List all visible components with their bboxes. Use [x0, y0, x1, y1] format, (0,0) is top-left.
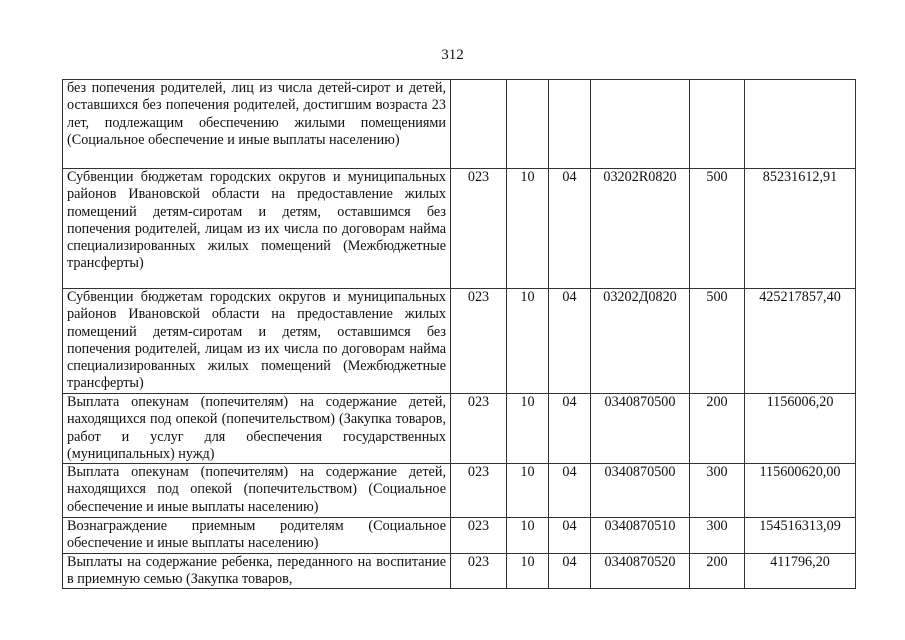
- target-article-cell: 0340870500: [591, 394, 690, 464]
- subsection-cell: 04: [549, 553, 591, 589]
- table-row: [63, 169, 856, 289]
- subsection-cell: 04: [549, 169, 591, 289]
- description-cell: Выплата опекунам (попечителям) на содержание детей, находящихся под опекой (попечительством) (Закупка товаров, работ и услуг для обеспечения государственных (муниципальных) нужд): [63, 394, 451, 464]
- target-article-cell: 0340870520: [591, 553, 690, 589]
- subsection-cell: 04: [549, 289, 591, 394]
- description-cell: Субвенции бюджетам городских округов и муниципальных районов Ивановской области на предоставление жилых помещений детям-сиротам и детям, оставшимся без попечения родителей, лицам из их числа по договорам найма специализированных жилых помещений (Межбюджетные трансферты): [63, 289, 451, 394]
- amount-cell: [745, 80, 856, 169]
- table-row: [63, 518, 856, 554]
- amount-cell: 1156006,20: [745, 394, 856, 464]
- subsection-cell: 04: [549, 464, 591, 518]
- ministry-cell: 023: [451, 169, 507, 289]
- section-cell: [507, 80, 549, 169]
- ministry-cell: 023: [451, 518, 507, 554]
- section-cell: 10: [507, 394, 549, 464]
- ministry-cell: 023: [451, 394, 507, 464]
- target-article-cell: 03202R0820: [591, 169, 690, 289]
- description-cell: Выплата опекунам (попечителям) на содержание детей, находящихся под опекой (попечительством) (Социальное обеспечение и иные выплаты населению): [63, 464, 451, 518]
- expense-type-cell: 300: [690, 464, 745, 518]
- section-cell: 10: [507, 518, 549, 554]
- table-row: [63, 80, 856, 169]
- table-row: [63, 289, 856, 394]
- ministry-cell: 023: [451, 289, 507, 394]
- page-number: 312: [441, 47, 464, 63]
- expense-type-cell: 300: [690, 518, 745, 554]
- section-cell: 10: [507, 464, 549, 518]
- description-cell: Субвенции бюджетам городских округов и муниципальных районов Ивановской области на предоставление жилых помещений детям-сиротам и детям, оставшимся без попечения родителей, лицам из их числа по договорам найма специализированных жилых помещений (Межбюджетные трансферты): [63, 169, 451, 289]
- expense-type-cell: 200: [690, 553, 745, 589]
- section-cell: 10: [507, 553, 549, 589]
- subsection-cell: 04: [549, 518, 591, 554]
- target-article-cell: 0340870510: [591, 518, 690, 554]
- target-article-cell: 0340870500: [591, 464, 690, 518]
- amount-cell: 154516313,09: [745, 518, 856, 554]
- amount-cell: 411796,20: [745, 553, 856, 589]
- amount-cell: 115600620,00: [745, 464, 856, 518]
- expense-type-cell: 500: [690, 289, 745, 394]
- expense-type-cell: 200: [690, 394, 745, 464]
- target-article-cell: 03202Д0820: [591, 289, 690, 394]
- section-cell: 10: [507, 169, 549, 289]
- ministry-cell: 023: [451, 553, 507, 589]
- table-row: [63, 394, 856, 464]
- description-cell: Выплаты на содержание ребенка, переданного на воспитание в приемную семью (Закупка товаров,: [63, 553, 451, 589]
- ministry-cell: [451, 80, 507, 169]
- expense-type-cell: [690, 80, 745, 169]
- budget-table: [62, 79, 856, 589]
- subsection-cell: 04: [549, 394, 591, 464]
- expense-type-cell: 500: [690, 169, 745, 289]
- table-row: [63, 464, 856, 518]
- description-cell: Вознаграждение приемным родителям (Социальное обеспечение и иные выплаты населению): [63, 518, 451, 554]
- ministry-cell: 023: [451, 464, 507, 518]
- section-cell: 10: [507, 289, 549, 394]
- amount-cell: 425217857,40: [745, 289, 856, 394]
- amount-cell: 85231612,91: [745, 169, 856, 289]
- description-cell: без попечения родителей, лиц из числа детей-сирот и детей, оставшихся без попечения родителей, достигшим возраста 23 лет, подлежащим обеспечению жилыми помещениями (Социальное обеспечение и иные выплаты населению): [63, 80, 451, 169]
- table-row: [63, 553, 856, 589]
- subsection-cell: [549, 80, 591, 169]
- target-article-cell: [591, 80, 690, 169]
